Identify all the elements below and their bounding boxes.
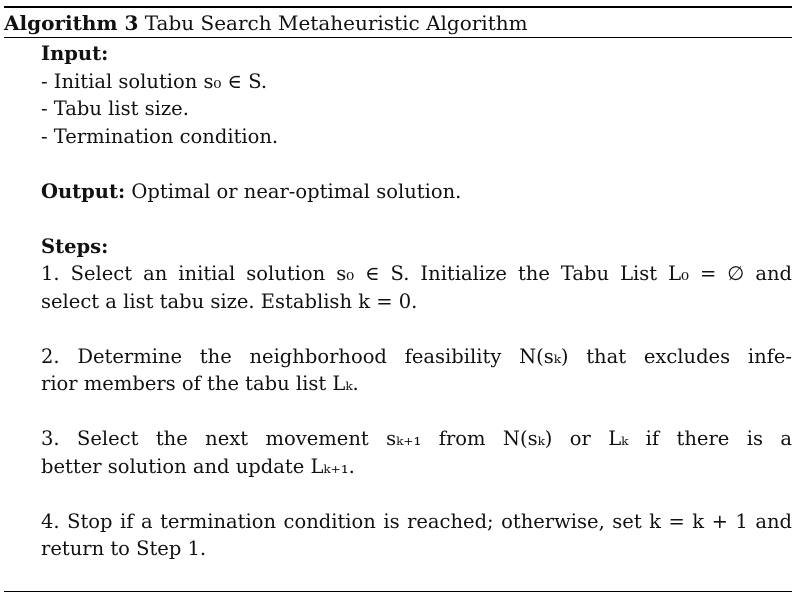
bottom-rule — [4, 591, 792, 592]
steps-heading: Steps: — [41, 234, 109, 258]
algorithm-caption — [4, 9, 528, 37]
caption-rule — [4, 37, 792, 38]
step-4-line-2: return to Step 1. — [41, 537, 207, 560]
input-item-2: - Tabu list size. — [41, 97, 189, 120]
output-line — [41, 178, 792, 206]
step-1-line-2: select a list tabu size. Establish k = 0. — [41, 289, 418, 313]
input-item-3: - Termination condition. — [41, 124, 279, 148]
step-2-line-2: rior members of the tabu list Lₖ. — [41, 372, 359, 395]
step-1-line-1: 1. Select an initial solution s₀ ∈ S. Initialize the Tabu List L₀ = ∅ and — [41, 262, 792, 285]
step-3-line-1: 3. Select the next movement sₖ₊₁ from N(sₖ) or Lₖ if there is a — [41, 427, 792, 450]
step-4-line-1: 4. Stop if a termination condition is reached; otherwise, set k = k + 1 and — [41, 509, 792, 533]
step-2-line-1: 2. Determine the neighborhood feasibility N(sₖ) that excludes infe- — [41, 344, 792, 368]
step-3-line-2: better solution and update Lₖ₊₁. — [41, 454, 355, 478]
output-text: Optimal or near-optimal solution. — [131, 179, 462, 203]
algorithm-title: Tabu Search Metaheuristic Algorithm — [144, 11, 528, 35]
input-heading: Input: — [41, 42, 109, 65]
input-item-1: - Initial solution s₀ ∈ S. — [41, 69, 268, 93]
algorithm-label: Algorithm 3 — [4, 11, 139, 35]
algorithm-body — [41, 40, 792, 563]
top-rule — [4, 6, 792, 8]
output-heading: Output: — [41, 179, 126, 203]
